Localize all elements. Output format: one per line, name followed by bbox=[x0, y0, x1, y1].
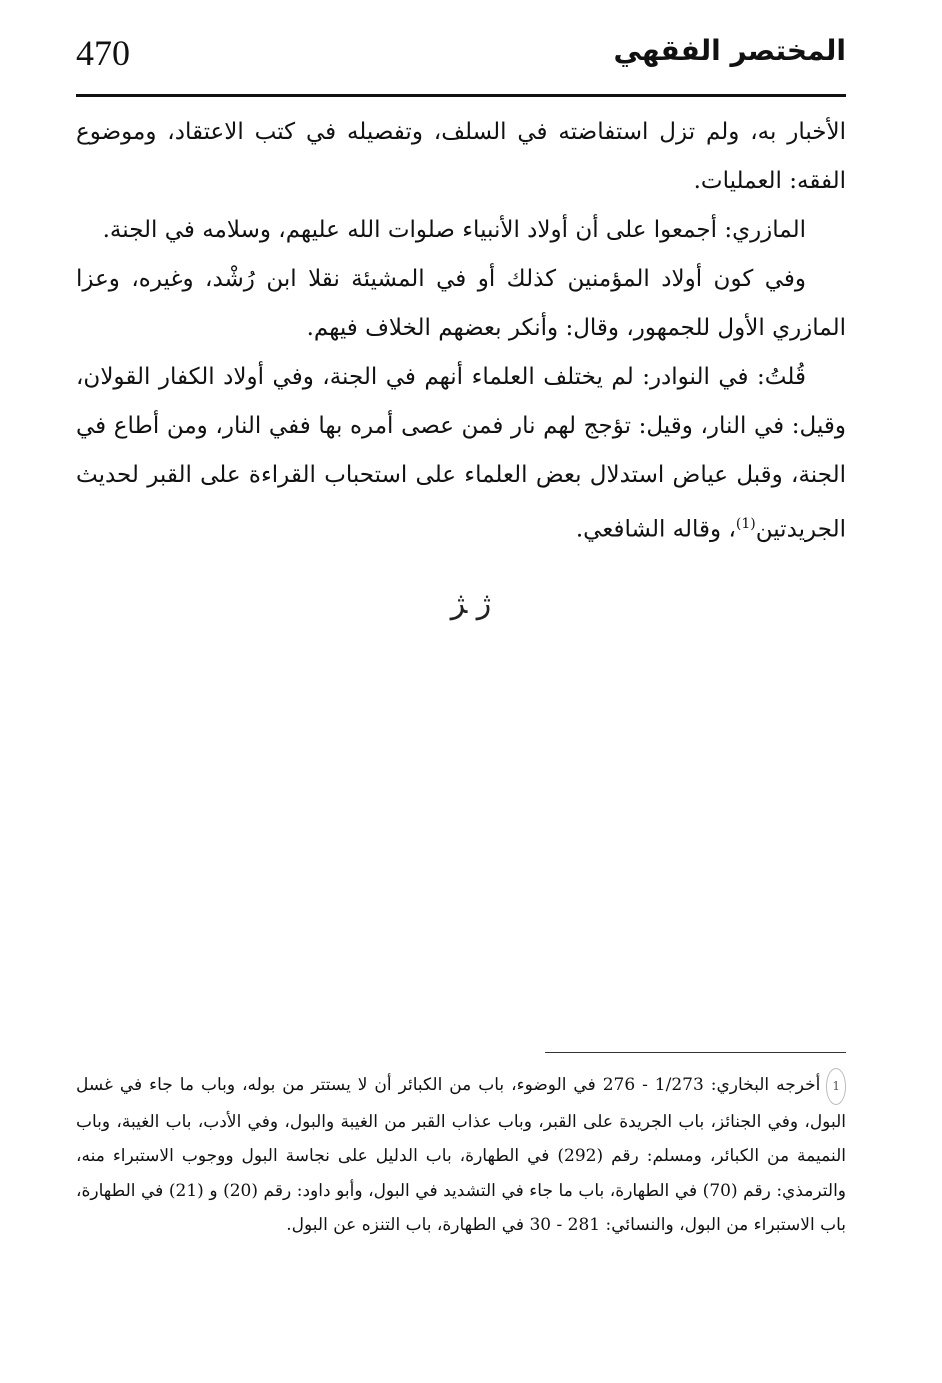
footnote bbox=[76, 1068, 846, 1243]
footnote-marker: 1 bbox=[826, 1068, 846, 1105]
paragraph-4-text: قُلتُ: في النوادر: لم يختلف العلماء أنهم في الجنة، وفي أولاد الكفار القولان، وقيل: في النار، وقيل: تؤجج لهم نار فمن عصى أمره بها ففي النار، ومن أطاع في الجنة، وقبل عياض استدلال بعض العلماء على استحباب القراءة على القبر لحديث الجريدتين bbox=[76, 364, 846, 543]
paragraph-4-end: ، وقاله الشافعي. bbox=[575, 516, 736, 543]
running-title: المختصر الفقهي bbox=[613, 34, 846, 67]
header-rule bbox=[76, 94, 846, 97]
paragraph-2: المازري: أجمعوا على أن أولاد الأنبياء صلوات الله عليهم، وسلامه في الجنة. bbox=[102, 217, 806, 243]
page-number: 470 bbox=[76, 33, 130, 73]
page-header bbox=[76, 30, 846, 88]
footnote-reference[interactable]: (1) bbox=[735, 516, 756, 532]
paragraph-3: وفي كون أولاد المؤمنين كذلك أو في المشيئة نقلا ابن رُشْد، وغيره، وعزا المازري الأول للجمهور، وقال: وأنكر بعضهم الخلاف فيهم. bbox=[76, 266, 846, 341]
paragraph-4 bbox=[76, 353, 846, 555]
main-text bbox=[76, 108, 846, 555]
section-end-ornament: ﮊ ﮋ bbox=[450, 586, 492, 621]
footnote-text: أخرجه البخاري: 1/273 - 276 في الوضوء، باب من الكبائر أن لا يستتر من بوله، وباب ما جاء في غسل البول، وفي الجنائز، باب الجريدة على القبر، وباب عذاب القبر من الغيبة والبول، وفي الأدب، باب الغيبة، وباب النميمة من الكبائر، ومسلم: رقم (292) في الطهارة، باب الدليل على نجاسة البول ووجوب الاستبراء منه، والترمذي: رقم (70) في الطهارة، باب ما جاء في التشديد في البول، وأبو داود: رقم (20) و (21) في الطهارة، باب الاستبراء من البول، والنسائي: 281 - 30 في الطهارة، باب التنزه عن البول. bbox=[76, 1075, 847, 1235]
footnote-separator bbox=[545, 1052, 846, 1053]
paragraph-1: الأخبار به، ولم تزل استفاضته في السلف، وتفصيله في كتب الاعتقاد، وموضوع الفقه: العمليات. bbox=[76, 119, 846, 194]
